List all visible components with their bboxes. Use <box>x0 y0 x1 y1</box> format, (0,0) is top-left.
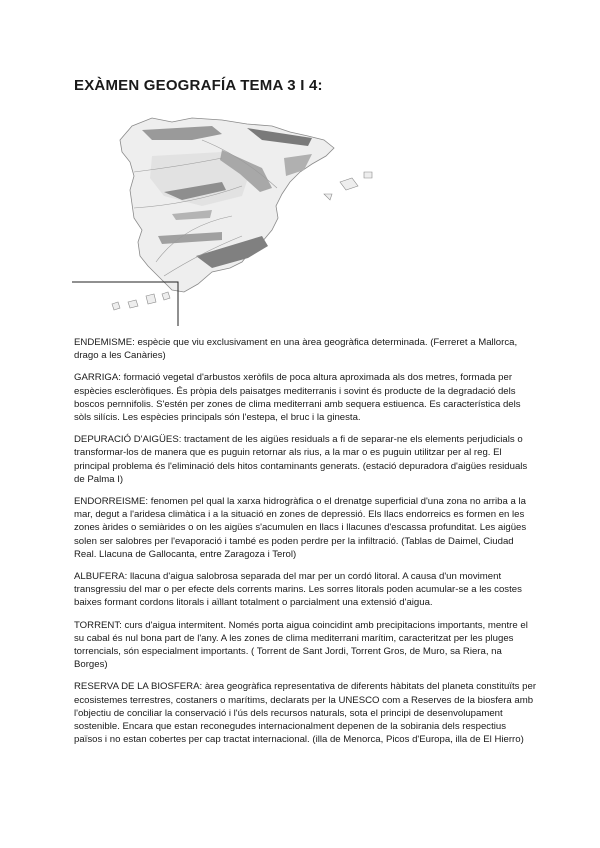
balearic-islands <box>324 172 372 200</box>
definition-term: ENDEMISME: <box>74 337 135 348</box>
definition-term: TORRENT: <box>74 619 122 631</box>
definition-term: GARRIGA: <box>74 372 121 384</box>
definition-term: RESERVA DE LA BIOSFERA: <box>74 681 203 693</box>
canary-islands-inset-frame <box>72 282 178 326</box>
definition-text: espècie que viu exclusivament en una àrea geogràfica determinada. (Ferreret a Mallorca, drago a les Canàries) <box>74 337 518 362</box>
definition-endorreisme <box>74 495 536 561</box>
definition-text: àrea geogràfica representativa de diferents hàbitats del planeta constituïts per ecosistemes terrestres, costaners o marítims, declarats per la UNESCO com a Reserves de la biosfera amb l'objectiu de conciliar la conservació i l'ús dels recursos naturals, sota el principi de desenvolupament sostenible. Encara que estan reconegudes internacionalment depenen de la sobirania dels respectius països i no estan cobertes per cap tractat internacional. (illa de Menorca, Picos d'Europa, illa de El Hierro) <box>74 681 537 746</box>
definition-text: llacuna d'aigua salobrosa separada del mar per un cordó litoral. A causa d'un moviment transgressiu del mar o per efecte dels corrents marins. Les sorres litorals poden acumular-se a les costes baixes formant cordons litorals i aïllant totalment o parcialment una extensió d'aigua. <box>74 571 522 609</box>
definition-torrent <box>74 619 536 672</box>
definition-endemisme <box>74 336 536 362</box>
definition-text: tractament de les aigües residuals a fi de separar-ne els elements perjudicials o transformar-los de manera que es puguin retornar als rius, a la mar o es puguin utilitzar per al reg. El principal problema és l'eliminació dels hitos contaminants generats. (estació depuradora d'aigües residuals de Palma I) <box>74 434 528 485</box>
document-title: EXÀMEN GEOGRAFÍA TEMA 3 I 4: <box>74 77 323 94</box>
definition-term: ALBUFERA: <box>74 571 128 583</box>
definition-garriga <box>74 371 536 424</box>
definition-reserva-biosfera <box>74 680 536 746</box>
definition-depuracio-aigues <box>74 433 536 486</box>
definition-term: DEPURACIÓ D'AIGÜES: <box>74 434 182 446</box>
definition-term: ENDORREISME: <box>74 496 149 508</box>
definition-text: curs d'aigua intermitent. Només porta aigua coincidint amb precipitacions importants, mentre el su cabal és nul bona part de l'any. A les zones de clima mediterrani marítim, caracteritzat per les pluges torrencials, són especialment importants. ( Torrent de Sant Jordi, Torrent Gros, de Muro, sa Riera, na Borges) <box>74 619 528 671</box>
definition-text: formació vegetal d'arbustos xeròfils de poca altura aproximada als dos metres, formada per espècies escleròfiques. És pròpia dels paisatges mediterranis i sovint és producte de la degradació dels boscos pernnifolis. S'estén per zones de clima mediterrani amb sequera estiuenca. Es característica dels sòls silícis. Les espècies principals són l'estepa, el bruc i la ginesta. <box>74 372 521 424</box>
definition-albufera <box>74 570 536 610</box>
definition-text: fenomen pel qual la xarxa hidrogràfica o el drenatge superficial d'una zona no arriba a la mar, degut a l'aridesa climàtica i a la situació en zones de depressió. Els llacs endorreics es formen en les zones àrides o semiàrides o on les aigües s'acumulen en llacs i llacunes d'escassa profunditat. Les aigües solen ser salobres per l'evaporació i també es poden perdre per la infiltració. (Tablas de Daimel, Ciudad Real. Llacuna de Gallocanta, entre Zaragoza i Terol) <box>74 496 527 560</box>
canary-islands <box>112 292 170 310</box>
iberian-peninsula-relief-map <box>72 96 382 331</box>
definitions-list <box>74 336 536 755</box>
